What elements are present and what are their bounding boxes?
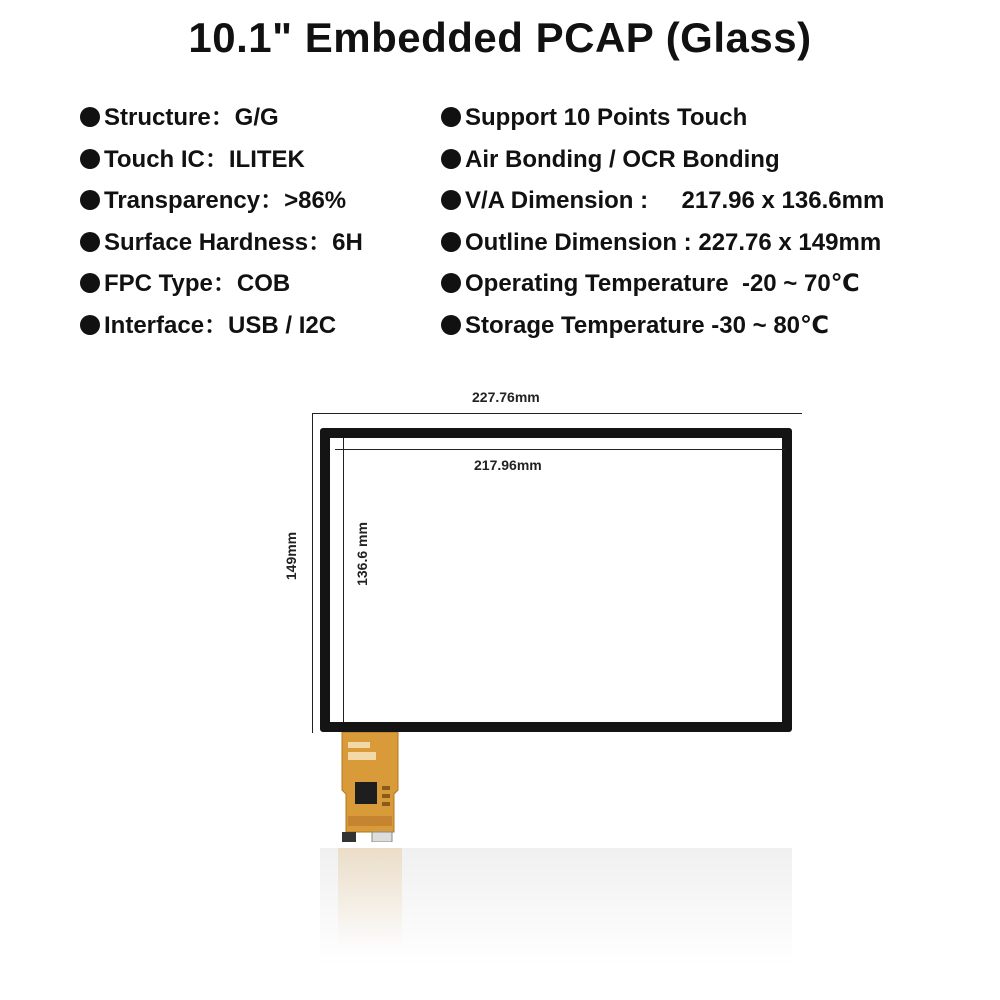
- spec-label: Surface Hardness：6H: [104, 228, 363, 256]
- spec-label: Structure：G/G: [104, 104, 279, 131]
- outer-width-line: [312, 413, 802, 414]
- inner-width-label: 217.96mm: [474, 457, 542, 473]
- fpc-reflection: [338, 848, 402, 948]
- spec-label: Operating Temperature -20 ~ 70℃: [465, 270, 860, 297]
- inner-height-line: [343, 438, 344, 722]
- touch-panel: [320, 428, 792, 732]
- spec-label: Transparency：>86%: [104, 187, 347, 214]
- outer-height-line: [312, 413, 313, 733]
- spec-label: Support 10 Points Touch: [465, 104, 748, 131]
- spec-label: Interface：USB / I2C: [104, 311, 337, 339]
- spec-label: V/A Dimension : 217.96 x 136.6mm: [465, 187, 885, 214]
- page-title: 10.1" Embedded PCAP (Glass): [188, 14, 812, 61]
- spec-label: Storage Temperature -30 ~ 80℃: [465, 311, 830, 339]
- spec-label: Air Bonding / OCR Bonding: [465, 145, 780, 173]
- inner-width-line: [335, 449, 785, 450]
- outer-width-label: 227.76mm: [472, 389, 540, 405]
- inner-height-label: 136.6 mm: [353, 522, 370, 586]
- spec-label: Touch IC：ILITEK: [104, 145, 305, 173]
- spec-label: Outline Dimension : 227.76 x 149mm: [465, 228, 882, 256]
- outer-height-label: 149mm: [283, 531, 300, 581]
- spec-label: FPC Type：COB: [104, 270, 291, 297]
- fpc-cable-icon: [338, 732, 402, 842]
